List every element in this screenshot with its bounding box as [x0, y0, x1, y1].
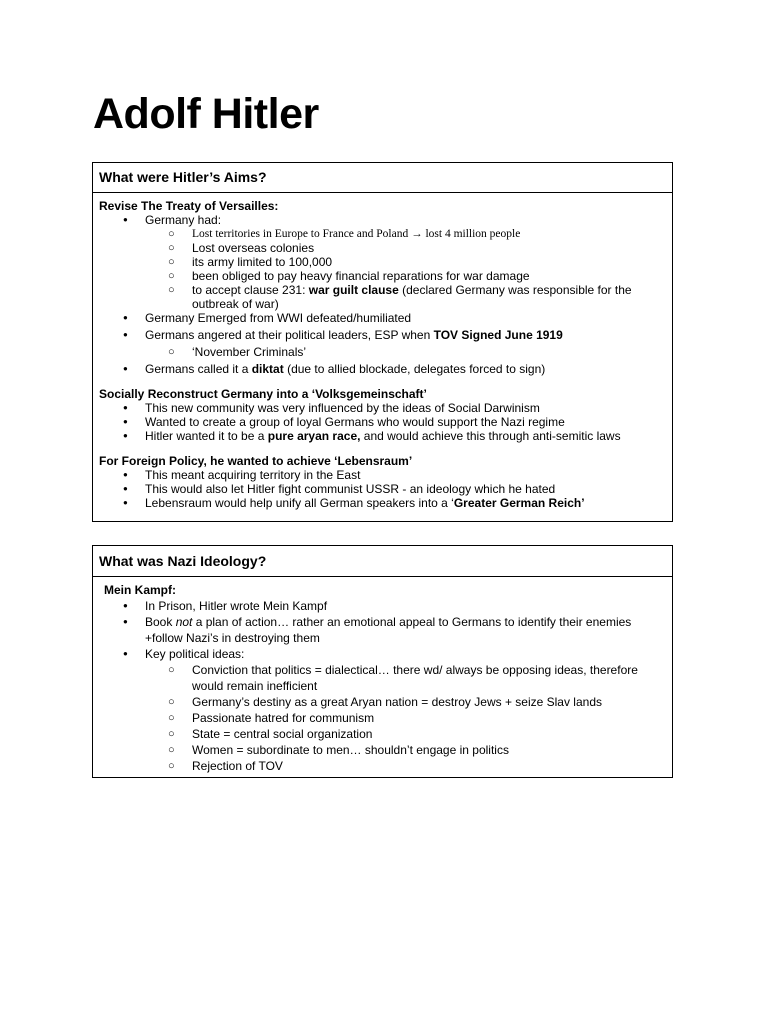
- list-item: ● This new community was very influenced by the ideas of Social Darwinism: [99, 401, 666, 415]
- volks-heading: Socially Reconstruct Germany into a ‘Volksgemeinschaft’: [99, 387, 427, 401]
- aims-body: [93, 193, 672, 510]
- aims-heading: What were Hitler’s Aims?: [93, 163, 672, 193]
- list-item: ○ Lost territories in Europe to France and Poland → lost 4 million people: [99, 227, 666, 241]
- list-item: ○ State = central social organization: [104, 726, 666, 742]
- list-item: ● Germany Emerged from WWI defeated/humiliated: [99, 311, 666, 325]
- list-item: ○ Rejection of TOV: [104, 758, 666, 774]
- list-item: ● Germans called it a diktat (due to allied blockade, delegates forced to sign): [99, 362, 666, 376]
- list-item: ● Germany had:: [99, 213, 666, 227]
- list-item: ○ Conviction that politics = dialectical… there wd/ always be opposing ideas, therefore would remain inefficient: [104, 662, 666, 694]
- list-item: ○ Passionate hatred for communism: [104, 710, 666, 726]
- nazi-ideology-box: [92, 545, 673, 778]
- list-item: ● Hitler wanted it to be a pure aryan race, and would achieve this through anti-semitic laws: [99, 429, 666, 443]
- ideology-heading: What was Nazi Ideology?: [93, 546, 672, 577]
- page-title: Adolf Hitler: [93, 90, 319, 138]
- list-item: ● This would also let Hitler fight communist USSR - an ideology which he hated: [99, 482, 666, 496]
- list-item: ○ Women = subordinate to men… shouldn’t engage in politics: [104, 742, 666, 758]
- list-item: ● Book not a plan of action… rather an emotional appeal to Germans to identify their enemies +follow Nazi’s in destroying them: [104, 614, 666, 646]
- list-item: ● Germans angered at their political leaders, ESP when TOV Signed June 1919: [99, 328, 666, 342]
- list-item: ○ its army limited to 100,000: [99, 255, 666, 269]
- versailles-list: [99, 213, 666, 376]
- list-item: ○ ‘November Criminals’: [99, 345, 666, 359]
- list-item: ● In Prison, Hitler wrote Mein Kampf: [104, 598, 666, 614]
- mein-kampf-heading: Mein Kampf:: [104, 583, 176, 597]
- list-item: ● Key political ideas:: [104, 646, 666, 662]
- list-item: ● Wanted to create a group of loyal Germans who would support the Nazi regime: [99, 415, 666, 429]
- volks-list: [99, 401, 666, 443]
- list-item: ○ been obliged to pay heavy financial reparations for war damage: [99, 269, 666, 283]
- foreign-list: [99, 468, 666, 510]
- versailles-heading: Revise The Treaty of Versailles:: [99, 199, 279, 213]
- ideology-list: [104, 598, 666, 774]
- hitler-aims-box: [92, 162, 673, 522]
- list-item: ● This meant acquiring territory in the East: [99, 468, 666, 482]
- list-item: ○ Lost overseas colonies: [99, 241, 666, 255]
- foreign-heading: For Foreign Policy, he wanted to achieve ‘Lebensraum’: [99, 454, 413, 468]
- list-item: ○ Germany’s destiny as a great Aryan nation = destroy Jews + seize Slav lands: [104, 694, 666, 710]
- list-item: ○ to accept clause 231: war guilt clause (declared Germany was responsible for the outbreak of war): [99, 283, 666, 311]
- ideology-body: [93, 577, 672, 774]
- list-item: ● Lebensraum would help unify all German speakers into a ‘Greater German Reich’: [99, 496, 666, 510]
